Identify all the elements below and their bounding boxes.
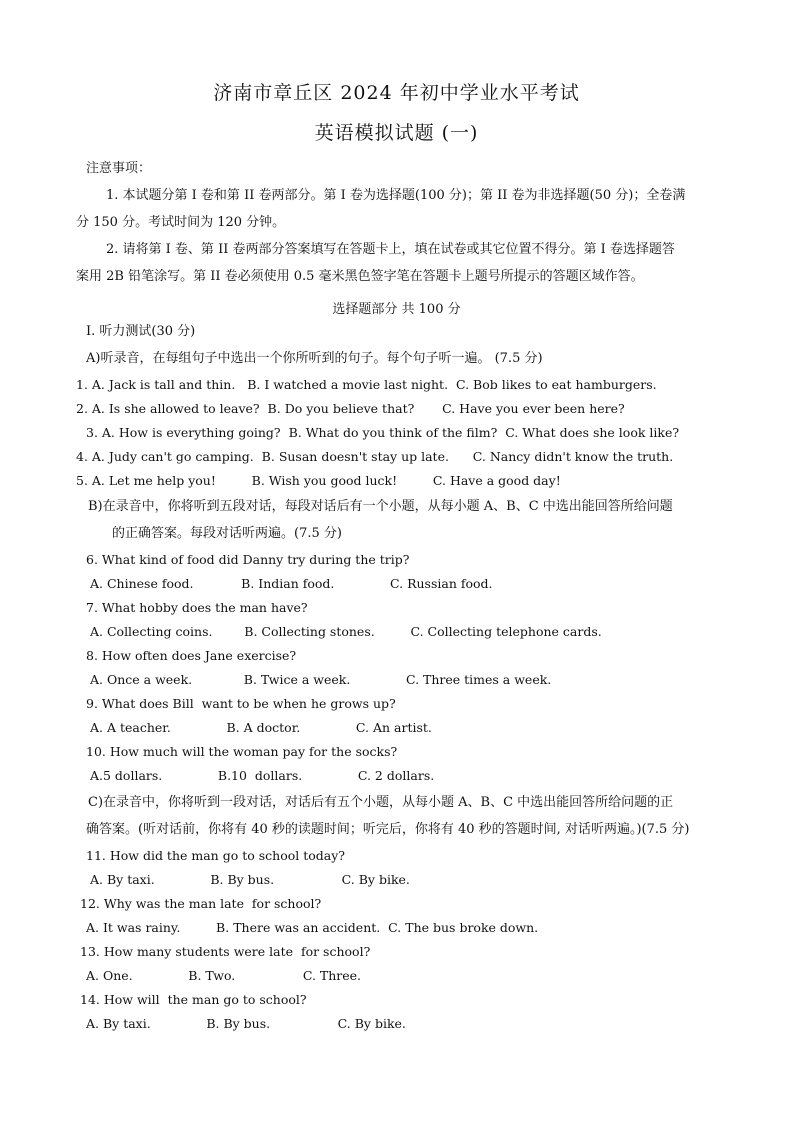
page-subtitle: 英语模拟试题 (一) [314,122,479,144]
notice-item2-line2: 案用 2B 铅笔涂写。第 II 卷必须使用 0.5 毫米黑色签字笔在答题卡上题号所提示的答题区域作答。 [76,269,644,284]
question-10: 10. How much will the woman pay for the socks? [86,744,398,759]
question-12: 12. Why was the man late for school? [80,896,322,911]
question-7-options: A. Collecting coins. B. Collecting stones. C. Collecting telephone cards. [90,624,602,639]
question-2: 2. A. Is she allowed to leave? B. Do you believe that? C. Have you ever been here? [76,401,625,416]
part-title: 选择题部分 共 100 分 [332,302,461,317]
sectionA-instruction: A)听录音，在每组句子中选出一个你所听到的句子。每个句子听一遍。 (7.5 分) [86,351,543,366]
page-title: 济南市章丘区 2024 年初中学业水平考试 [213,82,580,104]
question-9-options: A. A teacher. B. A doctor. C. An artist. [90,720,432,735]
question-9: 9. What does Bill want to be when he grows up? [86,696,396,711]
question-7: 7. What hobby does the man have? [86,600,308,615]
question-11-options: A. By taxi. B. By bus. C. By bike. [90,872,410,887]
notice-item1-line2: 分 150 分。考试时间为 120 分钟。 [76,215,286,230]
sectionC-instruction-line1: C)在录音中，你将听到一段对话，对话后有五个小题，从每小题 A、B、C 中选出能回答所给问题的正 [88,795,674,810]
notice-item1-line1: 1. 本试题分第 I 卷和第 II 卷两部分。第 I 卷为选择题(100 分)；第 II 卷为非选择题(50 分)；全卷满 [106,188,686,203]
question-1: 1. A. Jack is tall and thin. B. I watched a movie last night. C. Bob likes to eat hamburgers. [76,377,657,392]
question-10-options: A.5 dollars. B.10 dollars. C. 2 dollars. [90,768,435,783]
sectionB-instruction-line1: B)在录音中，你将听到五段对话，每段对话后有一个小题，从每小题 A、B、C 中选出能回答所给问题 [88,499,673,514]
question-13-options: A. One. B. Two. C. Three. [86,968,362,983]
question-11: 11. How did the man go to school today? [86,848,345,863]
question-5: 5. A. Let me help you! B. Wish you good luck! C. Have a good day! [76,473,561,488]
sectionB-instruction-line2: 的正确答案。每段对话听两遍。(7.5 分) [112,526,342,541]
question-6-options: A. Chinese food. B. Indian food. C. Russian food. [90,576,493,591]
question-4: 4. A. Judy can't go camping. B. Susan doesn't stay up late. C. Nancy didn't know the truth. [76,449,674,464]
question-14: 14. How will the man go to school? [80,992,307,1007]
question-6: 6. What kind of food did Danny try during the trip? [86,552,410,567]
sectionC-instruction-line2: 确答案。(听对话前，你将有 40 秒的读题时间；听完后，你将有 40 秒的答题时间, 对话听两遍。)(7.5 分) [86,822,690,837]
notice-item2-line1: 2. 请将第 I 卷、第 II 卷两部分答案填写在答题卡上，填在试卷或其它位置不得分。第 I 卷选择题答 [106,242,675,257]
question-8: 8. How often does Jane exercise? [86,648,297,663]
question-13: 13. How many students were late for school? [80,944,371,959]
question-14-options: A. By taxi. B. By bus. C. By bike. [86,1016,406,1031]
question-12-options: A. It was rainy. B. There was an accident. C. The bus broke down. [86,920,539,935]
question-8-options: A. Once a week. B. Twice a week. C. Three times a week. [90,672,552,687]
question-3: 3. A. How is everything going? B. What do you think of the film? C. What does she look like? [86,425,680,440]
notice-heading: 注意事项： [86,161,152,176]
section1-title: I. 听力测试(30 分) [86,324,196,339]
